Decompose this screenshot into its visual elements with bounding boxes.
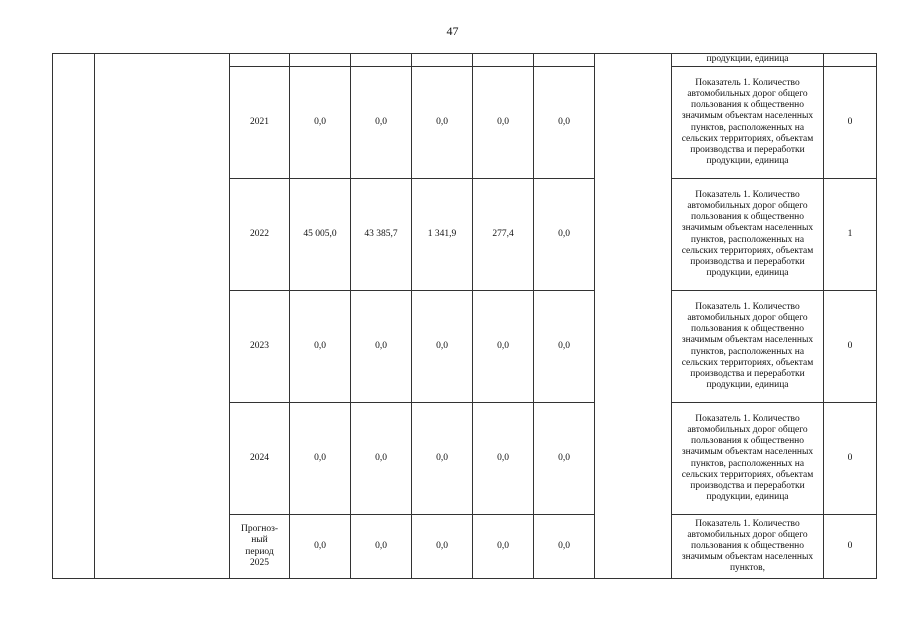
target-cell: 0 [824,291,877,403]
indicator-cell: Показатель 1. Количество автомобильных дорог общего пользования к общественно значимым объектам населенных пунктов, расположенных на сельских территориях, объектам производства и переработки продукции, единица [672,179,824,291]
value-cell: 0,0 [412,67,473,179]
value-cell: 0,0 [473,67,534,179]
year-cell: 2024 [230,403,290,515]
table-row-continuation [53,54,877,67]
indicator-tail: продукции, единица [672,54,824,67]
value-cell: 0,0 [351,403,412,515]
value-cell: 0,0 [412,515,473,579]
value-cell: 0,0 [534,179,595,291]
value-cell: 0,0 [290,291,351,403]
value-cell: 0,0 [473,291,534,403]
indicator-cell: Показатель 1. Количество автомобильных дорог общего пользования к общественно значимым объектам населенных пунктов, [672,515,824,579]
value-cell: 0,0 [473,515,534,579]
value-cell: 0,0 [534,403,595,515]
value-cell: 0,0 [290,515,351,579]
value-cell: 1 341,9 [412,179,473,291]
value-cell: 0,0 [351,291,412,403]
value-cell: 45 005,0 [290,179,351,291]
value-cell: 0,0 [412,291,473,403]
budget-table [52,53,877,579]
target-cell: 0 [824,515,877,579]
value-cell: 0,0 [473,403,534,515]
value-cell: 0,0 [534,515,595,579]
year-cell: Прогноз-ный период 2025 [230,515,290,579]
column-name-cell [95,54,230,579]
value-cell: 0,0 [351,67,412,179]
target-cell: 0 [824,67,877,179]
page-number: 47 [446,24,459,38]
year-cell: 2021 [230,67,290,179]
year-cell: 2022 [230,179,290,291]
indicator-cell: Показатель 1. Количество автомобильных дорог общего пользования к общественно значимым объектам населенных пунктов, расположенных на сельских территориях, объектам производства и переработки продукции, единица [672,291,824,403]
value-cell: 0,0 [534,291,595,403]
value-cell: 277,4 [473,179,534,291]
value-cell: 0,0 [290,67,351,179]
year-cell: 2023 [230,291,290,403]
value-cell: 0,0 [534,67,595,179]
value-cell: 0,0 [412,403,473,515]
indicator-cell: Показатель 1. Количество автомобильных дорог общего пользования к общественно значимым объектам населенных пунктов, расположенных на сельских территориях, объектам производства и переработки продукции, единица [672,67,824,179]
value-cell: 0,0 [290,403,351,515]
value-cell: 43 385,7 [351,179,412,291]
column-number-cell [53,54,95,579]
value-cell: 0,0 [351,515,412,579]
column-executor-cell [595,54,672,579]
target-cell: 0 [824,403,877,515]
indicator-cell: Показатель 1. Количество автомобильных дорог общего пользования к общественно значимым объектам населенных пунктов, расположенных на сельских территориях, объектам производства и переработки продукции, единица [672,403,824,515]
target-cell: 1 [824,179,877,291]
